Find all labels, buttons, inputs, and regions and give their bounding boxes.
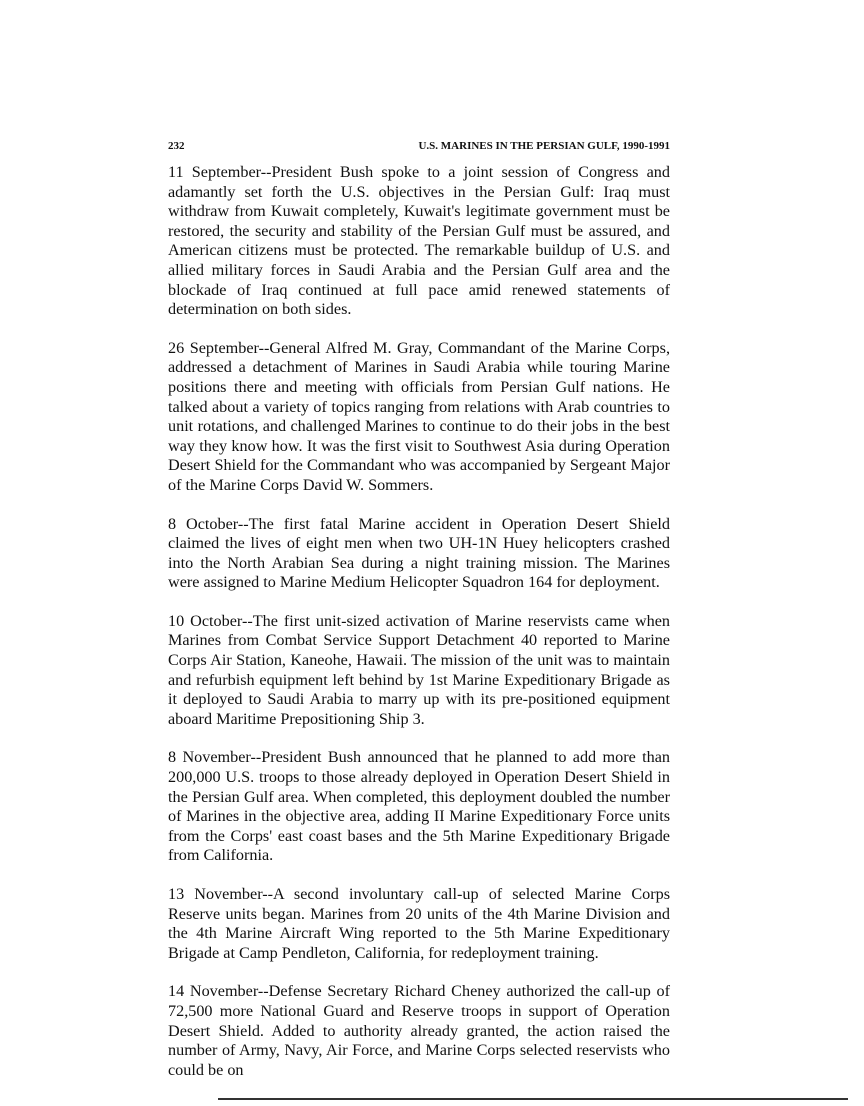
entry-26-september: 26 September--General Alfred M. Gray, Commandant of the Marine Corps, addressed a detachment of Marines in Saudi Arabia while touring Marine positions there and meeting with officials from Persian Gulf nations. He talked about a variety of topics ranging from relations with Arab countries to unit rotations, and challenged Marines to continue to do their jobs in the best way they know how. It was the first visit to Southwest Asia during Operation Desert Shield for the Commandant who was accompanied by Sergeant Major of the Marine Corps David W. Sommers. bbox=[168, 338, 670, 494]
running-title: U.S. MARINES IN THE PERSIAN GULF, 1990-1991 bbox=[418, 140, 670, 152]
page-header bbox=[168, 140, 670, 152]
entry-11-september: 11 September--President Bush spoke to a joint session of Congress and adamantly set forth the U.S. objectives in the Persian Gulf: Iraq must withdraw from Kuwait completely, Kuwait's legitimate government must be restored, the security and stability of the Persian Gulf must be assured, and American citizens must be protected. The remarkable buildup of U.S. and allied military forces in Saudi Arabia and the Persian Gulf area and the blockade of Iraq continued at full pace amid renewed statements of determination on both sides. bbox=[168, 163, 670, 319]
chronology-text bbox=[168, 163, 670, 1099]
entry-13-november: 13 November--A second involuntary call-up of selected Marine Corps Reserve units began. Marines from 20 units of the 4th Marine Division and the 4th Marine Aircraft Wing reported to the 5th Marine Expeditionary Brigade at Camp Pendleton, California, for redeployment training. bbox=[168, 885, 670, 962]
entry-8-october: 8 October--The first fatal Marine accident in Operation Desert Shield claimed the lives of eight men when two UH-1N Huey helicopters crashed into the North Arabian Sea during a night training mission. The Marines were assigned to Marine Medium Helicopter Squadron 164 for deployment. bbox=[168, 514, 670, 592]
scan-edge-line bbox=[218, 1098, 848, 1100]
page-number: 232 bbox=[168, 140, 185, 152]
entry-10-october: 10 October--The first unit-sized activation of Marine reservists came when Marines from Combat Service Support Detachment 40 reported to Marine Corps Air Station, Kaneohe, Hawaii. The mission of the unit was to maintain and refurbish equipment left behind by 1st Marine Expeditionary Brigade as it deployed to Saudi Arabia to marry up with its pre-positioned equipment aboard Maritime Prepositioning Ship 3. bbox=[168, 611, 670, 728]
entry-14-november: 14 November--Defense Secretary Richard Cheney authorized the call-up of 72,500 more National Guard and Reserve troops in support of Operation Desert Shield. Added to authority already granted, the action raised the number of Army, Navy, Air Force, and Marine Corps selected reservists who could be on bbox=[168, 982, 670, 1079]
entry-8-november: 8 November--President Bush announced that he planned to add more than 200,000 U.S. troops to those already deployed in Operation Desert Shield in the Persian Gulf area. When completed, this deployment doubled the number of Marines in the objective area, adding II Marine Expeditionary Force units from the Corps' east coast bases and the 5th Marine Expeditionary Brigade from California. bbox=[168, 748, 670, 865]
